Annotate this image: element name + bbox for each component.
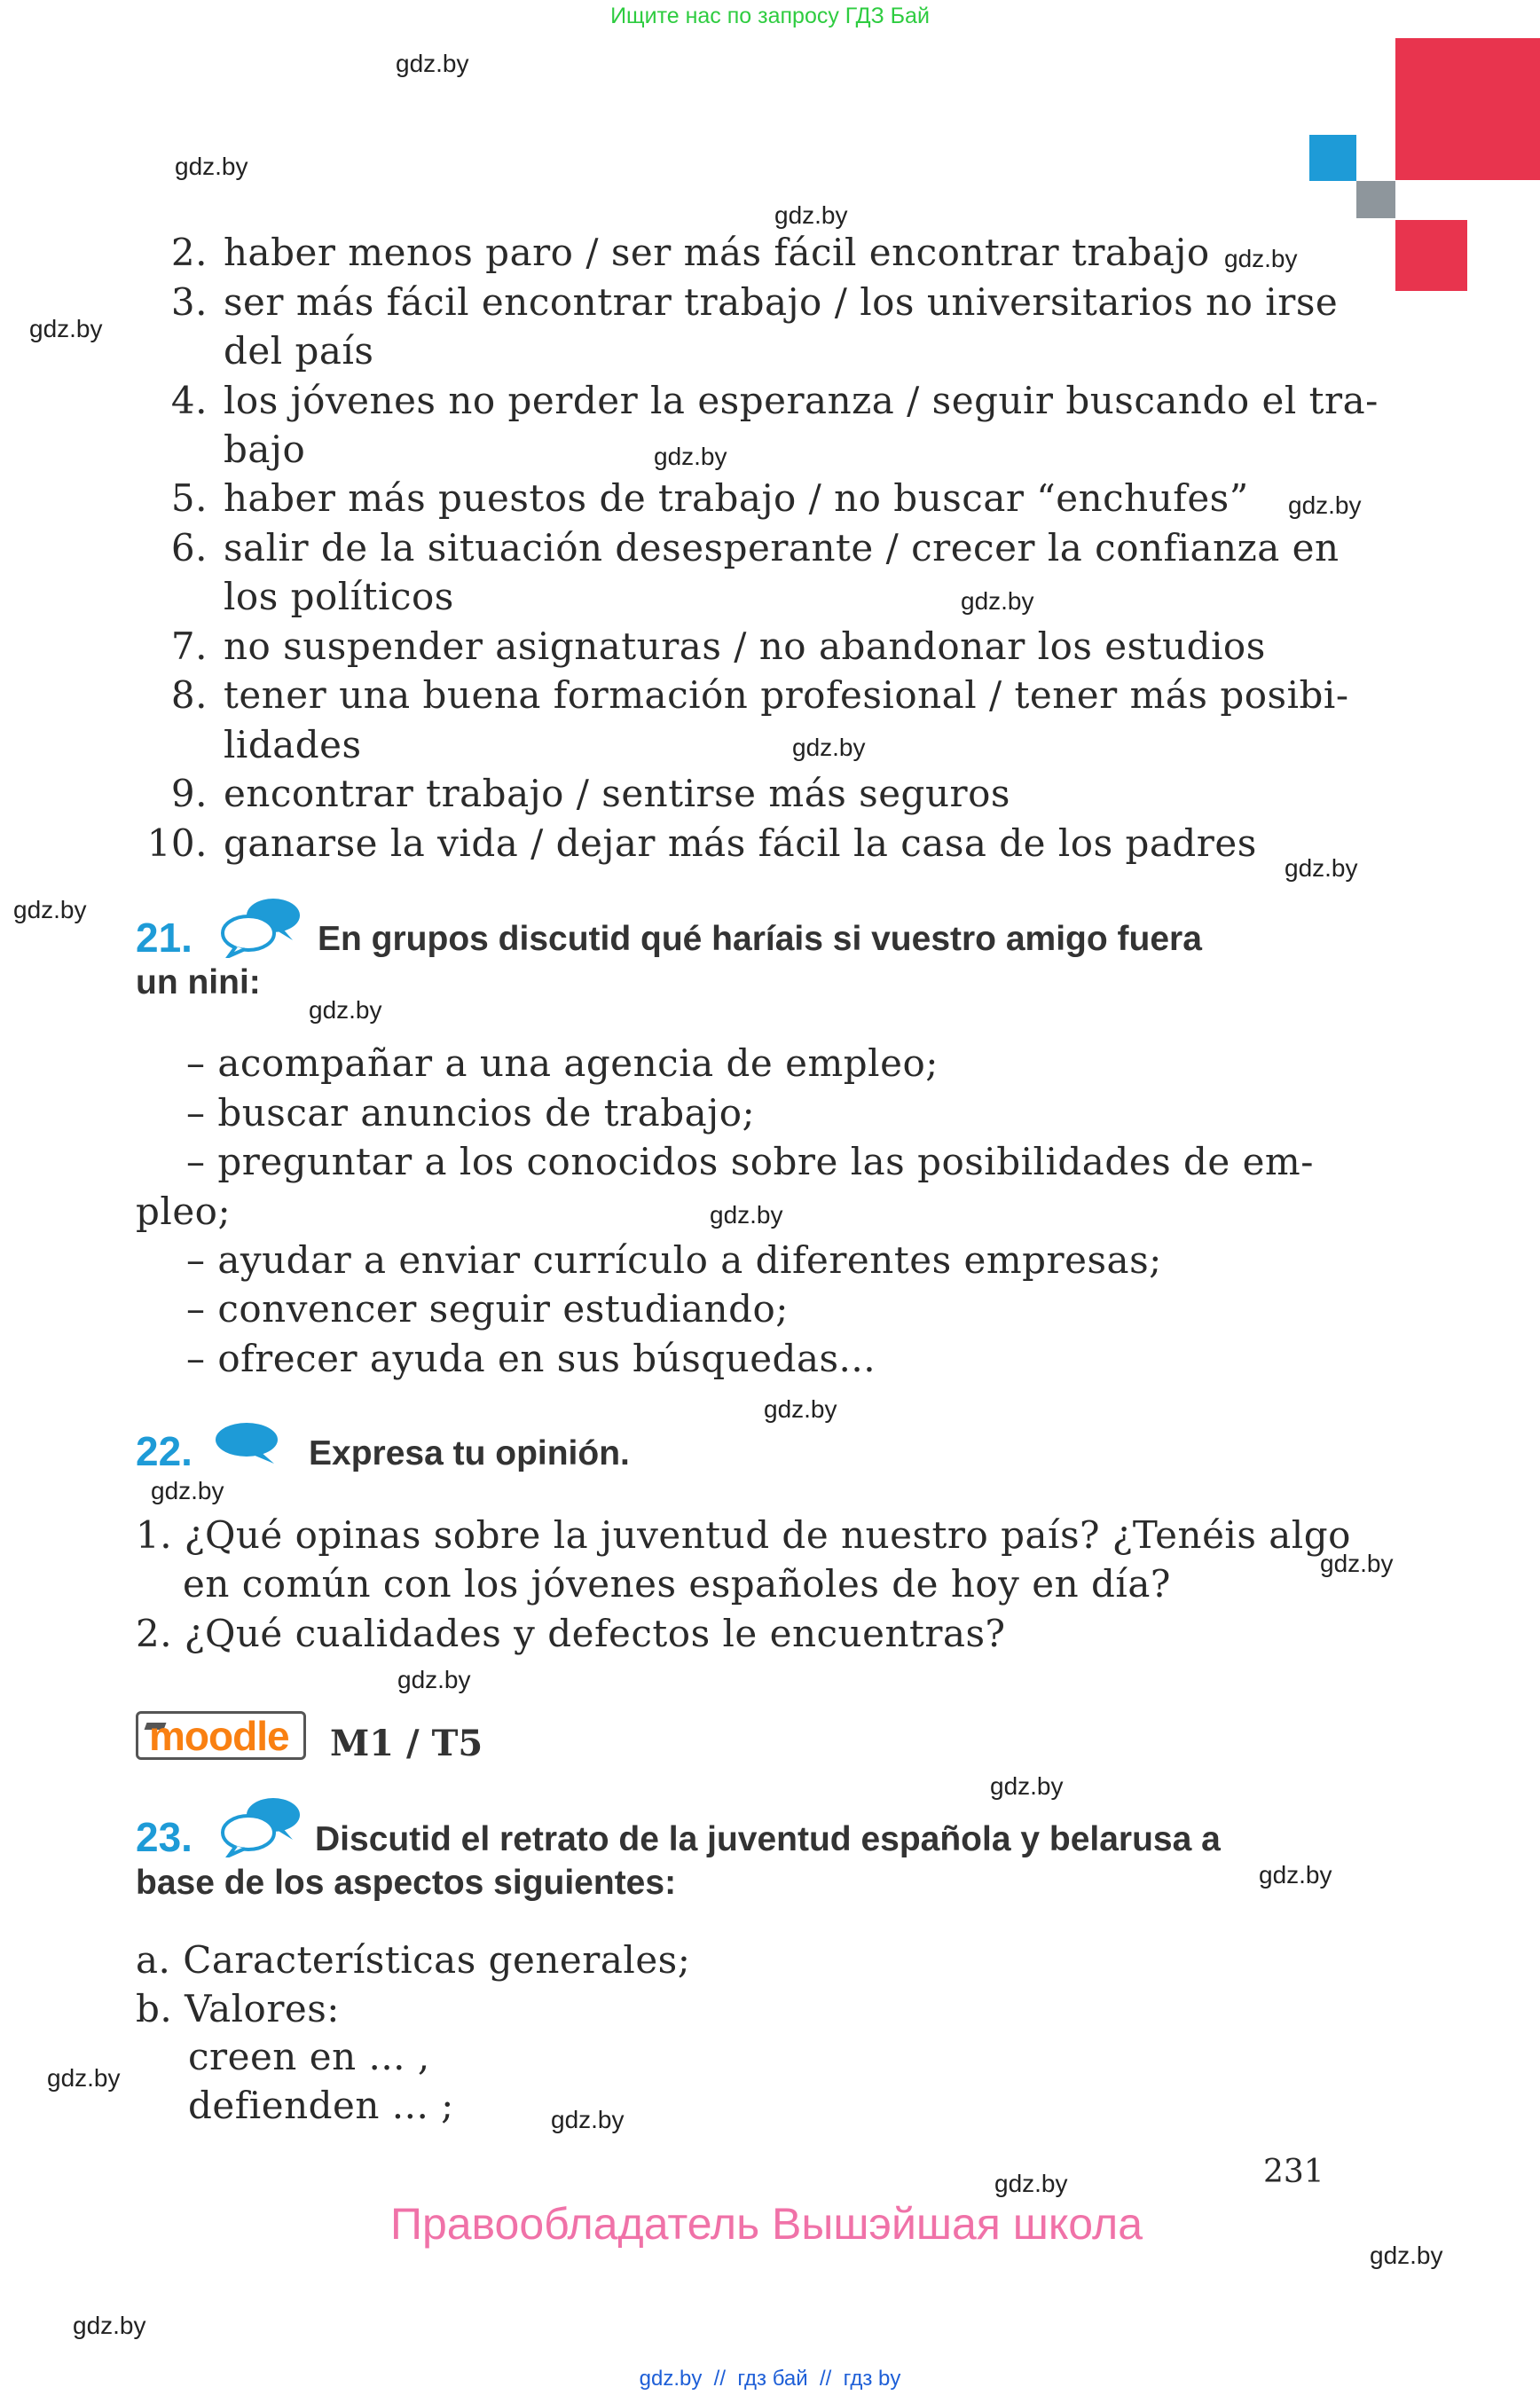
- moodle-logo[interactable]: [136, 1711, 306, 1760]
- list-item: 6. salir de la situación desesperante / crecer la confianza en: [170, 526, 1340, 569]
- list-item: 3. ser más fácil encontrar trabajo / los universitarios no irse: [170, 280, 1339, 324]
- decor-square-red-small: [1395, 220, 1467, 291]
- watermark: gdz.by: [990, 1772, 1064, 1800]
- list-item: – acompañar a una agencia de empleo;: [186, 1041, 939, 1085]
- aspect-subitem: defienden ... ;: [188, 2084, 454, 2127]
- aspect-subitem: creen en ... ,: [188, 2035, 430, 2078]
- list-item: – ofrecer ayuda en sus búsquedas...: [186, 1337, 876, 1380]
- list-item-continuation: los políticos: [224, 575, 454, 618]
- list-item: 9. encontrar trabajo / sentirse más seguros: [170, 772, 1010, 815]
- exercise-number: 23.: [136, 1814, 192, 1860]
- list-item: – preguntar a los conocidos sobre las posibilidades de em-: [186, 1140, 1314, 1183]
- list-item: 4. los jóvenes no perder la esperanza / seguir buscando el tra-: [170, 379, 1379, 422]
- moodle-module-ref: M1 / T5: [330, 1723, 483, 1764]
- discussion-bubbles-icon: [218, 896, 303, 958]
- watermark: gdz.by: [309, 996, 382, 1024]
- page-number: 231: [1263, 2154, 1324, 2190]
- exercise-title: Expresa tu opinión.: [309, 1434, 630, 1472]
- aspect-item: b. Valores:: [136, 1987, 340, 2030]
- list-item: – convencer seguir estudiando;: [186, 1287, 789, 1331]
- watermark: gdz.by: [397, 1666, 471, 1693]
- list-item-continuation: bajo: [224, 428, 306, 471]
- watermark: gdz.by: [175, 153, 248, 180]
- list-item: 5. haber más puestos de trabajo / no buscar “enchufes”: [170, 476, 1249, 520]
- exercise-number: 22.: [136, 1428, 192, 1474]
- watermark: gdz.by: [551, 2106, 625, 2133]
- watermark: gdz.by: [47, 2064, 121, 2092]
- watermark: gdz.by: [961, 587, 1034, 615]
- watermark: gdz.by: [73, 2312, 146, 2339]
- exercise-title-continuation: base de los aspectos siguientes:: [136, 1864, 677, 1902]
- list-item: – buscar anuncios de trabajo;: [186, 1091, 756, 1135]
- question: 1. ¿Qué opinas sobre la juventud de nuestro país? ¿Tenéis algo: [136, 1513, 1351, 1557]
- watermark: gdz.by: [1285, 854, 1358, 882]
- watermark: gdz.by: [710, 1201, 783, 1229]
- watermark: gdz.by: [1224, 245, 1298, 272]
- question-continuation: en común con los jóvenes españoles de hoy en día?: [183, 1562, 1171, 1606]
- watermark: gdz.by: [1259, 1861, 1332, 1889]
- watermark: gdz.by: [764, 1395, 837, 1423]
- watermark: gdz.by: [1288, 491, 1362, 519]
- list-item: 8. tener una buena formación profesional / tener más posibi-: [170, 673, 1349, 717]
- watermark: gdz.by: [1370, 2242, 1443, 2269]
- list-item-continuation: lidades: [224, 723, 362, 766]
- list-item: – ayudar a enviar currículo a diferentes empresas;: [186, 1238, 1162, 1282]
- speech-bubble-icon: [214, 1421, 281, 1465]
- watermark: gdz.by: [774, 201, 848, 229]
- list-item-continuation: pleo;: [136, 1190, 232, 1233]
- exercise-number: 21.: [136, 915, 192, 961]
- watermark: gdz.by: [1320, 1550, 1394, 1577]
- copyright-notice: Правообладатель Вышэйшая школа: [390, 2199, 1143, 2249]
- exercise-title-continuation: un nini:: [136, 963, 261, 1001]
- watermark: gdz.by: [792, 734, 866, 761]
- list-item: 10. ganarse la vida / dejar más fácil la casa de los padres: [146, 821, 1257, 865]
- watermark: gdz.by: [151, 1477, 224, 1504]
- list-item: 2. haber menos paro / ser más fácil encontrar trabajo: [170, 231, 1210, 274]
- footer-links[interactable]: gdz.by // гдз бай // гдз by: [639, 2367, 901, 2391]
- exercise-title: En grupos discutid qué haríais si vuestro amigo fuera: [318, 920, 1202, 958]
- exercise-title: Discutid el retrato de la juventud española y belarusa a: [315, 1820, 1221, 1858]
- watermark: gdz.by: [29, 315, 103, 342]
- decor-square-red-large: [1395, 38, 1540, 180]
- list-item-continuation: del país: [224, 329, 374, 373]
- top-search-hint[interactable]: Ищите нас по запросу ГДЗ Бай: [610, 4, 930, 28]
- aspect-item: a. Características generales;: [136, 1938, 691, 1982]
- decor-square-blue: [1309, 135, 1356, 181]
- list-item: 7. no suspender asignaturas / no abandonar los estudios: [170, 624, 1266, 668]
- moodle-logo-text: moodle: [149, 1713, 289, 1759]
- question: 2. ¿Qué cualidades y defectos le encuentras?: [136, 1612, 1006, 1655]
- decor-square-grey: [1356, 181, 1395, 218]
- watermark: gdz.by: [654, 443, 727, 470]
- discussion-bubbles-icon: [218, 1795, 303, 1857]
- watermark: gdz.by: [13, 896, 87, 923]
- watermark: gdz.by: [994, 2170, 1068, 2197]
- watermark: gdz.by: [396, 50, 469, 77]
